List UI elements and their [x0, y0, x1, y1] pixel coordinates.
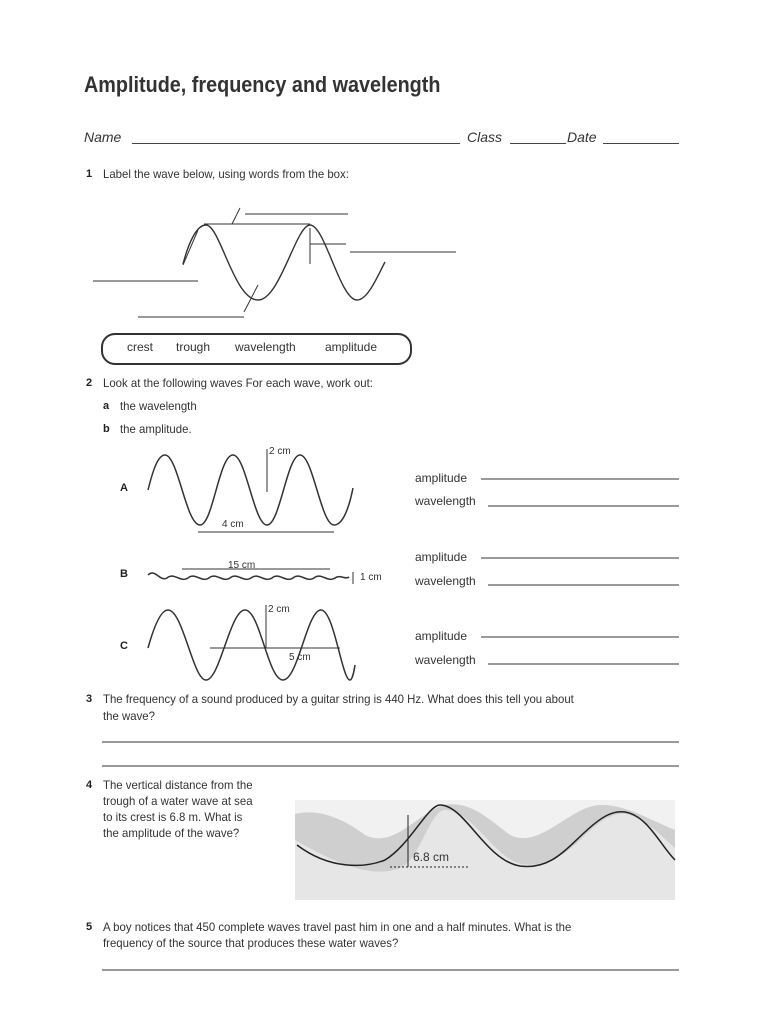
- wave-a-len-label: 4 cm: [222, 519, 244, 530]
- wave-a-letter: A: [120, 482, 128, 494]
- question-5-text-1: A boy notices that 450 complete waves travel past him in one and a half minutes. What is the: [103, 920, 572, 934]
- wave-c-wavelength-label: wavelength: [415, 653, 476, 667]
- wave-c-len-label: 5 cm: [289, 652, 311, 663]
- part-b-letter: b: [103, 423, 110, 435]
- wave-b-diagram: [148, 569, 353, 584]
- wave-b-amplitude-label: amplitude: [415, 550, 468, 564]
- question-3-number: 3: [86, 693, 93, 705]
- wave-b-letter: B: [120, 568, 128, 580]
- q1-wave-diagram: [93, 208, 456, 317]
- q2-answer-lines: [481, 479, 679, 664]
- wave-c-letter: C: [120, 640, 128, 652]
- wave-a-diagram: [148, 449, 353, 532]
- sea-wave-diagram: [295, 800, 675, 900]
- word-crest: crest: [127, 340, 154, 354]
- question-4-line-4: the amplitude of the wave?: [103, 826, 240, 840]
- question-4-line-1: The vertical distance from the: [103, 778, 253, 792]
- wave-b-len-label: 15 cm: [228, 560, 256, 571]
- question-2-number: 2: [86, 377, 93, 389]
- question-1-text: Label the wave below, using words from the box:: [103, 167, 349, 181]
- part-b-text: the amplitude.: [120, 422, 192, 436]
- part-a-text: the wavelength: [120, 399, 197, 413]
- wave-a-amp-label: 2 cm: [269, 446, 291, 457]
- question-5-text-2: frequency of the source that produces these water waves?: [103, 936, 399, 950]
- question-5-number: 5: [86, 921, 93, 933]
- wave-b-amp-label: 1 cm: [360, 572, 382, 583]
- question-4-line-3: to its crest is 6.8 m. What is: [103, 810, 243, 824]
- wave-a-amplitude-label: amplitude: [415, 471, 468, 485]
- sea-wave-label: 6.8 cm: [413, 850, 450, 864]
- word-amplitude: amplitude: [325, 340, 378, 354]
- question-1-number: 1: [86, 168, 93, 180]
- page-title: Amplitude, frequency and wavelength: [84, 72, 441, 97]
- class-label: Class: [467, 129, 503, 145]
- question-2-text: Look at the following waves For each wave, work out:: [103, 376, 373, 390]
- wave-c-amplitude-label: amplitude: [415, 629, 468, 643]
- wave-c-diagram: [148, 605, 355, 680]
- word-trough: trough: [176, 340, 211, 354]
- word-wavelength: wavelength: [235, 340, 296, 354]
- wave-b-wavelength-label: wavelength: [415, 574, 476, 588]
- question-4-line-2: trough of a water wave at sea: [103, 794, 253, 808]
- q3-answer-lines: [102, 742, 679, 766]
- question-3-text-1: The frequency of a sound produced by a guitar string is 440 Hz. What does this tell you about: [103, 692, 574, 706]
- question-3-text-2: the wave?: [103, 709, 155, 723]
- date-label: Date: [567, 129, 597, 145]
- question-4-number: 4: [86, 779, 93, 791]
- part-a-letter: a: [103, 400, 110, 412]
- name-label: Name: [84, 129, 122, 145]
- wave-a-wavelength-label: wavelength: [415, 494, 476, 508]
- wave-c-amp-label: 2 cm: [268, 604, 290, 615]
